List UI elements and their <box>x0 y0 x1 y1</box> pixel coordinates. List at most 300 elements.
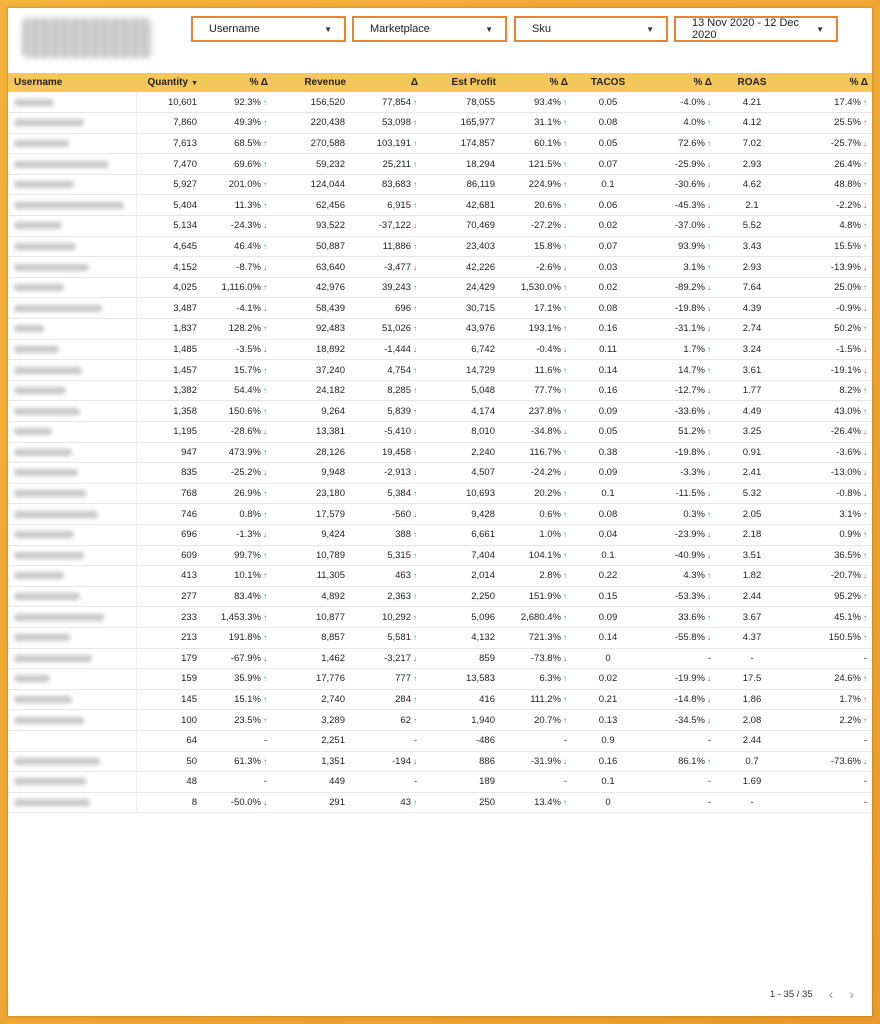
quantity-pct-value: -25.2% <box>230 467 261 479</box>
roas-value: 2.93 <box>742 261 762 273</box>
roas-value: 3.51 <box>742 549 762 561</box>
revenue-delta-value: 62 <box>400 714 411 726</box>
tacos-value: 0.02 <box>598 673 618 685</box>
profit-pct-value: 13.4% <box>534 796 561 808</box>
roas-pct-cell <box>788 463 872 484</box>
tacos-value: 0.05 <box>598 96 618 108</box>
tacos-value: 0.05 <box>598 426 618 438</box>
quantity-cell <box>136 360 202 381</box>
arrow-down-icon: ↓ <box>563 756 567 766</box>
tacos-cell <box>572 277 644 298</box>
table-row[interactable] <box>8 586 872 607</box>
profit-pct-value: 15.8% <box>534 240 561 252</box>
tacos-pct-cell <box>644 92 716 113</box>
roas-cell <box>716 195 788 216</box>
est-profit-cell <box>422 792 500 813</box>
tacos-pct-value: -3.3% <box>680 467 705 479</box>
table-row[interactable] <box>8 422 872 443</box>
marketplace-filter[interactable] <box>352 16 507 42</box>
quantity-pct-cell <box>202 92 272 113</box>
arrow-up-icon: ↑ <box>263 489 267 499</box>
table-row[interactable] <box>8 133 872 154</box>
quantity-cell <box>136 195 202 216</box>
tacos-pct-value: -89.2% <box>674 282 705 294</box>
tacos-value: 0 <box>605 652 611 664</box>
quantity-cell <box>136 422 202 443</box>
quantity-pct-cell <box>202 483 272 504</box>
revenue-value: 291 <box>329 796 345 808</box>
est-profit-cell <box>422 710 500 731</box>
date-range-filter[interactable] <box>674 16 838 42</box>
redacted-username <box>14 572 64 579</box>
arrow-down-icon: ↓ <box>863 303 867 313</box>
revenue-delta-value: 51,026 <box>381 323 411 335</box>
roas-pct-value: -25.7% <box>830 137 861 149</box>
revenue-delta-cell <box>350 133 422 154</box>
roas-cell <box>716 319 788 340</box>
tacos-value: 0.05 <box>598 137 618 149</box>
roas-value: 5.52 <box>742 220 762 232</box>
table-row[interactable] <box>8 195 872 216</box>
tacos-value: 0.08 <box>598 302 618 314</box>
arrow-down-icon: ↓ <box>863 468 867 478</box>
revenue-cell <box>272 92 350 113</box>
tacos-cell <box>572 174 644 195</box>
table-row[interactable] <box>8 545 872 566</box>
quantity-value: 145 <box>181 694 197 706</box>
tacos-pct-cell <box>644 195 716 216</box>
table-row[interactable] <box>8 216 872 237</box>
est-profit-value: 7,404 <box>471 549 495 561</box>
arrow-down-icon: ↓ <box>863 200 867 210</box>
revenue-value: 449 <box>329 776 345 788</box>
redacted-username <box>14 593 80 600</box>
quantity-pct-cell <box>202 463 272 484</box>
quantity-pct-cell <box>202 648 272 669</box>
table-row[interactable] <box>8 236 872 257</box>
tacos-cell <box>572 669 644 690</box>
tacos-cell <box>572 257 644 278</box>
profit-pct-cell <box>500 298 572 319</box>
col-header-tacos[interactable]: TACOS <box>572 73 644 92</box>
table-row[interactable] <box>8 669 872 690</box>
arrow-up-icon: ↑ <box>413 447 417 457</box>
est-profit-value: 250 <box>479 796 495 808</box>
table-row[interactable] <box>8 257 872 278</box>
roas-pct-value: 25.5% <box>834 117 861 129</box>
arrow-down-icon: ↓ <box>707 695 711 705</box>
revenue-delta-cell <box>350 627 422 648</box>
username-cell-redacted <box>8 648 136 669</box>
arrow-up-icon: ↑ <box>263 324 267 334</box>
redacted-username <box>14 99 54 106</box>
arrow-down-icon: ↓ <box>263 262 267 272</box>
quantity-pct-value: 10.1% <box>234 570 261 582</box>
table-row[interactable] <box>8 648 872 669</box>
arrow-up-icon: ↑ <box>263 118 267 128</box>
revenue-cell <box>272 504 350 525</box>
roas-cell <box>716 566 788 587</box>
roas-cell <box>716 669 788 690</box>
roas-value: 1.86 <box>742 694 762 706</box>
arrow-down-icon: ↓ <box>263 221 267 231</box>
table-row[interactable] <box>8 339 872 360</box>
quantity-cell <box>136 113 202 134</box>
roas-cell <box>716 174 788 195</box>
arrow-up-icon: ↑ <box>413 324 417 334</box>
arrow-up-icon: ↑ <box>863 221 867 231</box>
roas-cell <box>716 154 788 175</box>
est-profit-value: -486 <box>475 735 495 747</box>
arrow-up-icon: ↑ <box>707 262 711 272</box>
profit-pct-cell <box>500 524 572 545</box>
table-row[interactable] <box>8 524 872 545</box>
roas-pct-value: -2.2% <box>836 199 861 211</box>
table-row[interactable] <box>8 463 872 484</box>
est-profit-value: 8,010 <box>471 426 495 438</box>
profit-pct-cell <box>500 566 572 587</box>
arrow-up-icon: ↑ <box>563 571 567 581</box>
arrow-up-icon: ↑ <box>263 612 267 622</box>
quantity-pct-cell <box>202 566 272 587</box>
col-header-quantity-pct[interactable]: % Δ <box>202 73 272 92</box>
tacos-value: 0.08 <box>598 117 618 129</box>
roas-pct-cell <box>788 298 872 319</box>
roas-pct-cell <box>788 422 872 443</box>
arrow-up-icon: ↑ <box>413 571 417 581</box>
roas-cell <box>716 463 788 484</box>
revenue-delta-cell <box>350 360 422 381</box>
revenue-delta-value: -1,444 <box>384 343 411 355</box>
pagination-label: 1 - 35 / 35 <box>769 988 813 1000</box>
username-filter[interactable] <box>191 16 346 42</box>
profit-pct-cell <box>500 174 572 195</box>
arrow-up-icon: ↑ <box>707 241 711 251</box>
table-row[interactable] <box>8 360 872 381</box>
est-profit-cell <box>422 257 500 278</box>
tacos-pct-cell <box>644 710 716 731</box>
roas-value: 4.21 <box>742 96 762 108</box>
tacos-pct-cell <box>644 669 716 690</box>
tacos-pct-cell <box>644 216 716 237</box>
est-profit-value: 189 <box>479 776 495 788</box>
table-row[interactable] <box>8 401 872 422</box>
revenue-delta-cell <box>350 174 422 195</box>
tacos-cell <box>572 133 644 154</box>
tacos-pct-cell <box>644 174 716 195</box>
quantity-pct-cell <box>202 360 272 381</box>
tacos-value: 0.13 <box>598 714 618 726</box>
quantity-pct-value: -4.1% <box>236 302 261 314</box>
chevron-left-icon[interactable]: ‹ <box>828 986 834 1002</box>
quantity-pct-cell <box>202 236 272 257</box>
redacted-username <box>14 758 100 765</box>
revenue-delta-value: 10,292 <box>381 611 411 623</box>
tacos-pct-cell <box>644 792 716 813</box>
est-profit-value: 14,729 <box>465 364 495 376</box>
revenue-value: 24,182 <box>315 385 345 397</box>
est-profit-value: 42,681 <box>465 199 495 211</box>
table-row[interactable] <box>8 298 872 319</box>
quantity-value: 947 <box>181 446 197 458</box>
chevron-right-icon[interactable]: › <box>849 986 854 1002</box>
roas-pct-value: 2.2% <box>839 714 861 726</box>
arrow-up-icon: ↑ <box>863 715 867 725</box>
tacos-pct-cell <box>644 751 716 772</box>
est-profit-value: 2,240 <box>471 446 495 458</box>
revenue-delta-value: 77,854 <box>381 96 411 108</box>
col-header-roas-pct[interactable]: % Δ <box>788 73 872 92</box>
est-profit-value: 5,096 <box>471 611 495 623</box>
revenue-delta-value: -2,913 <box>384 467 411 479</box>
roas-pct-cell <box>788 483 872 504</box>
quantity-pct-value: 46.4% <box>234 240 261 252</box>
col-header-revenue[interactable]: Revenue <box>272 73 350 92</box>
revenue-delta-value: -3,477 <box>384 261 411 273</box>
table-row[interactable] <box>8 751 872 772</box>
profit-pct-cell <box>500 422 572 443</box>
quantity-cell <box>136 792 202 813</box>
username-cell-redacted <box>8 504 136 525</box>
revenue-value: 17,579 <box>315 508 345 520</box>
roas-cell <box>716 545 788 566</box>
revenue-value: 1,462 <box>321 652 345 664</box>
revenue-cell <box>272 133 350 154</box>
est-profit-cell <box>422 545 500 566</box>
revenue-cell <box>272 463 350 484</box>
roas-value: 4.62 <box>742 179 762 191</box>
tacos-pct-value: 0.3% <box>683 508 705 520</box>
arrow-up-icon: ↑ <box>707 571 711 581</box>
est-profit-value: 416 <box>479 694 495 706</box>
arrow-up-icon: ↑ <box>413 303 417 313</box>
revenue-value: 9,948 <box>321 467 345 479</box>
est-profit-value: 78,055 <box>465 96 495 108</box>
tacos-pct-cell <box>644 607 716 628</box>
profit-pct-value: 151.9% <box>528 591 561 603</box>
revenue-delta-value: 11,886 <box>382 240 411 252</box>
tacos-cell <box>572 113 644 134</box>
arrow-down-icon: ↓ <box>413 653 417 663</box>
tacos-pct-cell <box>644 566 716 587</box>
caret-down-icon: ▼ <box>324 24 332 34</box>
arrow-down-icon: ↓ <box>707 406 711 416</box>
est-profit-value: 18,294 <box>465 158 495 170</box>
col-header-revenue-delta[interactable]: Δ <box>350 73 422 92</box>
est-profit-value: 42,226 <box>465 261 495 273</box>
roas-cell <box>716 648 788 669</box>
arrow-up-icon: ↑ <box>563 97 567 107</box>
table-row[interactable] <box>8 483 872 504</box>
col-header-profit-pct[interactable]: % Δ <box>500 73 572 92</box>
profit-pct-cell <box>500 483 572 504</box>
arrow-up-icon: ↑ <box>707 118 711 128</box>
arrow-down-icon: ↓ <box>263 653 267 663</box>
redacted-username <box>14 449 72 456</box>
revenue-cell <box>272 607 350 628</box>
roas-pct-value: -20.7% <box>830 570 861 582</box>
profit-pct-value: 193.1% <box>528 323 561 335</box>
table-row[interactable] <box>8 710 872 731</box>
est-profit-value: 5,048 <box>471 385 495 397</box>
sku-filter[interactable] <box>514 16 668 42</box>
roas-value: 3.67 <box>742 611 762 623</box>
arrow-up-icon: ↑ <box>863 406 867 416</box>
quantity-pct-value: 35.9% <box>234 673 261 685</box>
table-row[interactable] <box>8 113 872 134</box>
quantity-cell <box>136 483 202 504</box>
quantity-value: 3,487 <box>173 302 197 314</box>
profit-pct-value: 20.7% <box>534 714 561 726</box>
table-row[interactable] <box>8 442 872 463</box>
quantity-pct-cell <box>202 298 272 319</box>
redacted-username <box>14 778 86 785</box>
tacos-cell <box>572 339 644 360</box>
tacos-pct-value: 3.1% <box>683 261 705 273</box>
revenue-value: 10,877 <box>315 611 345 623</box>
revenue-delta-value: 5,315 <box>387 549 411 561</box>
profit-pct-value: 2,680.4% <box>520 611 561 623</box>
quantity-cell <box>136 442 202 463</box>
profit-pct-cell <box>500 751 572 772</box>
quantity-pct-cell <box>202 319 272 340</box>
col-header-quantity[interactable]: Quantity ▼ <box>136 73 202 92</box>
revenue-delta-cell <box>350 236 422 257</box>
table-row[interactable] <box>8 504 872 525</box>
profit-pct-cell <box>500 401 572 422</box>
arrow-up-icon: ↑ <box>413 550 417 560</box>
table-row[interactable] <box>8 689 872 710</box>
roas-cell <box>716 298 788 319</box>
revenue-delta-value: -3,217 <box>384 652 411 664</box>
profit-pct-value: 111.2% <box>530 694 561 706</box>
quantity-pct-value: 99.7% <box>234 549 261 561</box>
quantity-pct-value: 15.1% <box>234 694 261 706</box>
quantity-pct-cell <box>202 524 272 545</box>
col-header-tacos-pct[interactable]: % Δ <box>644 73 716 92</box>
arrow-up-icon: ↑ <box>413 592 417 602</box>
table-row[interactable] <box>8 792 872 813</box>
revenue-cell <box>272 442 350 463</box>
tacos-cell <box>572 504 644 525</box>
tacos-pct-cell <box>644 545 716 566</box>
tacos-cell <box>572 442 644 463</box>
revenue-value: 4,892 <box>321 591 345 603</box>
arrow-up-icon: ↑ <box>863 159 867 169</box>
tacos-cell <box>572 154 644 175</box>
tacos-value: 0.07 <box>598 240 618 252</box>
revenue-value: 23,180 <box>315 488 345 500</box>
revenue-cell <box>272 422 350 443</box>
quantity-cell <box>136 154 202 175</box>
arrow-up-icon: ↑ <box>863 674 867 684</box>
roas-pct-value: - <box>863 735 867 747</box>
col-header-est-profit[interactable]: Est Profit <box>422 73 500 92</box>
tacos-pct-cell <box>644 627 716 648</box>
sort-down-icon[interactable]: ▼ <box>191 80 198 87</box>
table-row[interactable] <box>8 277 872 298</box>
roas-pct-cell <box>788 524 872 545</box>
table-row[interactable] <box>8 380 872 401</box>
arrow-up-icon: ↑ <box>563 241 567 251</box>
quantity-cell <box>136 627 202 648</box>
col-header-username[interactable]: Username <box>8 73 136 92</box>
est-profit-cell <box>422 277 500 298</box>
arrow-up-icon: ↑ <box>263 138 267 148</box>
col-header-roas[interactable]: ROAS <box>716 73 788 92</box>
est-profit-cell <box>422 504 500 525</box>
est-profit-cell <box>422 463 500 484</box>
roas-pct-cell <box>788 360 872 381</box>
quantity-pct-cell <box>202 277 272 298</box>
table-row[interactable] <box>8 607 872 628</box>
roas-pct-value: -0.9% <box>836 302 861 314</box>
arrow-up-icon: ↑ <box>707 138 711 148</box>
table-row[interactable] <box>8 772 872 793</box>
tacos-cell <box>572 730 644 751</box>
tacos-value: 0.15 <box>598 591 618 603</box>
quantity-pct-cell <box>202 133 272 154</box>
est-profit-value: 43,976 <box>465 323 495 335</box>
quantity-pct-cell <box>202 113 272 134</box>
tacos-cell <box>572 566 644 587</box>
arrow-up-icon: ↑ <box>563 797 567 807</box>
roas-pct-value: - <box>863 652 867 664</box>
est-profit-value: 2,250 <box>471 591 495 603</box>
table-row[interactable] <box>8 627 872 648</box>
username-cell-redacted <box>8 401 136 422</box>
profit-pct-cell <box>500 195 572 216</box>
quantity-pct-value: -1.3% <box>236 529 261 541</box>
arrow-down-icon: ↓ <box>263 468 267 478</box>
arrow-up-icon: ↑ <box>707 365 711 375</box>
arrow-down-icon: ↓ <box>707 324 711 334</box>
table-row[interactable] <box>8 566 872 587</box>
quantity-value: 1,837 <box>173 323 197 335</box>
arrow-down-icon: ↓ <box>707 592 711 602</box>
arrow-down-icon: ↓ <box>863 262 867 272</box>
arrow-down-icon: ↓ <box>707 303 711 313</box>
arrow-up-icon: ↑ <box>863 612 867 622</box>
tacos-cell <box>572 524 644 545</box>
tacos-cell <box>572 627 644 648</box>
tacos-pct-value: -34.5% <box>674 714 705 726</box>
roas-cell <box>716 607 788 628</box>
table-row[interactable] <box>8 319 872 340</box>
redacted-username <box>14 222 62 229</box>
revenue-value: 156,520 <box>310 96 345 108</box>
table-row[interactable] <box>8 730 872 751</box>
arrow-up-icon: ↑ <box>563 447 567 457</box>
arrow-down-icon: ↓ <box>707 674 711 684</box>
quantity-pct-value: 201.0% <box>228 179 261 191</box>
arrow-down-icon: ↓ <box>563 468 567 478</box>
profit-pct-value: 93.4% <box>534 96 561 108</box>
table-row[interactable] <box>8 92 872 113</box>
arrow-up-icon: ↑ <box>563 530 567 540</box>
profit-pct-cell <box>500 92 572 113</box>
profit-pct-cell <box>500 669 572 690</box>
table-row[interactable] <box>8 174 872 195</box>
tacos-cell <box>572 360 644 381</box>
arrow-up-icon: ↑ <box>563 406 567 416</box>
arrow-down-icon: ↓ <box>707 550 711 560</box>
roas-pct-cell <box>788 257 872 278</box>
table-row[interactable] <box>8 154 872 175</box>
username-cell-redacted <box>8 113 136 134</box>
revenue-cell <box>272 380 350 401</box>
roas-cell <box>716 710 788 731</box>
